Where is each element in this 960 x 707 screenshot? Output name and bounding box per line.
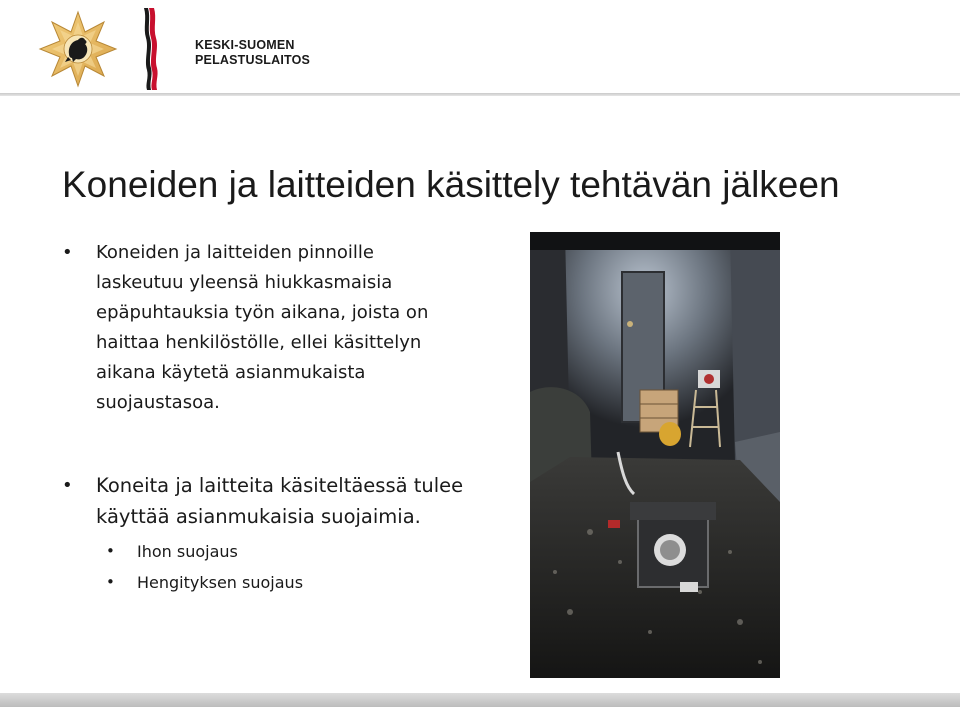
slide-title: Koneiden ja laitteiden käsittely tehtävän jälkeen [62,164,840,205]
footer-band [0,693,960,707]
fire-damaged-room-photo [530,232,780,678]
sub-bullet-item: • Hengityksen suojaus [62,567,492,598]
header-divider [0,93,960,96]
bullet-item: • Koneiden ja laitteiden pinnoille laskeutuu yleensä hiukkasmaisia epäpuhtauksia työn aikana, joista on haittaa henkilöstölle, ellei käsittelyn aikana käytetä asianmukaista suojaustasoa. [62,238,466,418]
sub-bullet-list [62,536,492,598]
organization-name [195,38,310,68]
bullet-item: • Koneita ja laitteita käsiteltäessä tulee käyttää asianmukaisia suojaimia. [62,470,476,532]
header [0,0,960,96]
flag-stripes [142,8,160,90]
sub-bullet-item: • Ihon suojaus [62,536,492,567]
bullet-list [62,238,492,598]
org-name-line1: KESKI-SUOMEN [195,38,295,52]
rescue-department-star-emblem-icon [38,10,118,88]
org-name-line2: PELASTUSLAITOS [195,53,311,67]
photo-illustration [530,232,780,678]
